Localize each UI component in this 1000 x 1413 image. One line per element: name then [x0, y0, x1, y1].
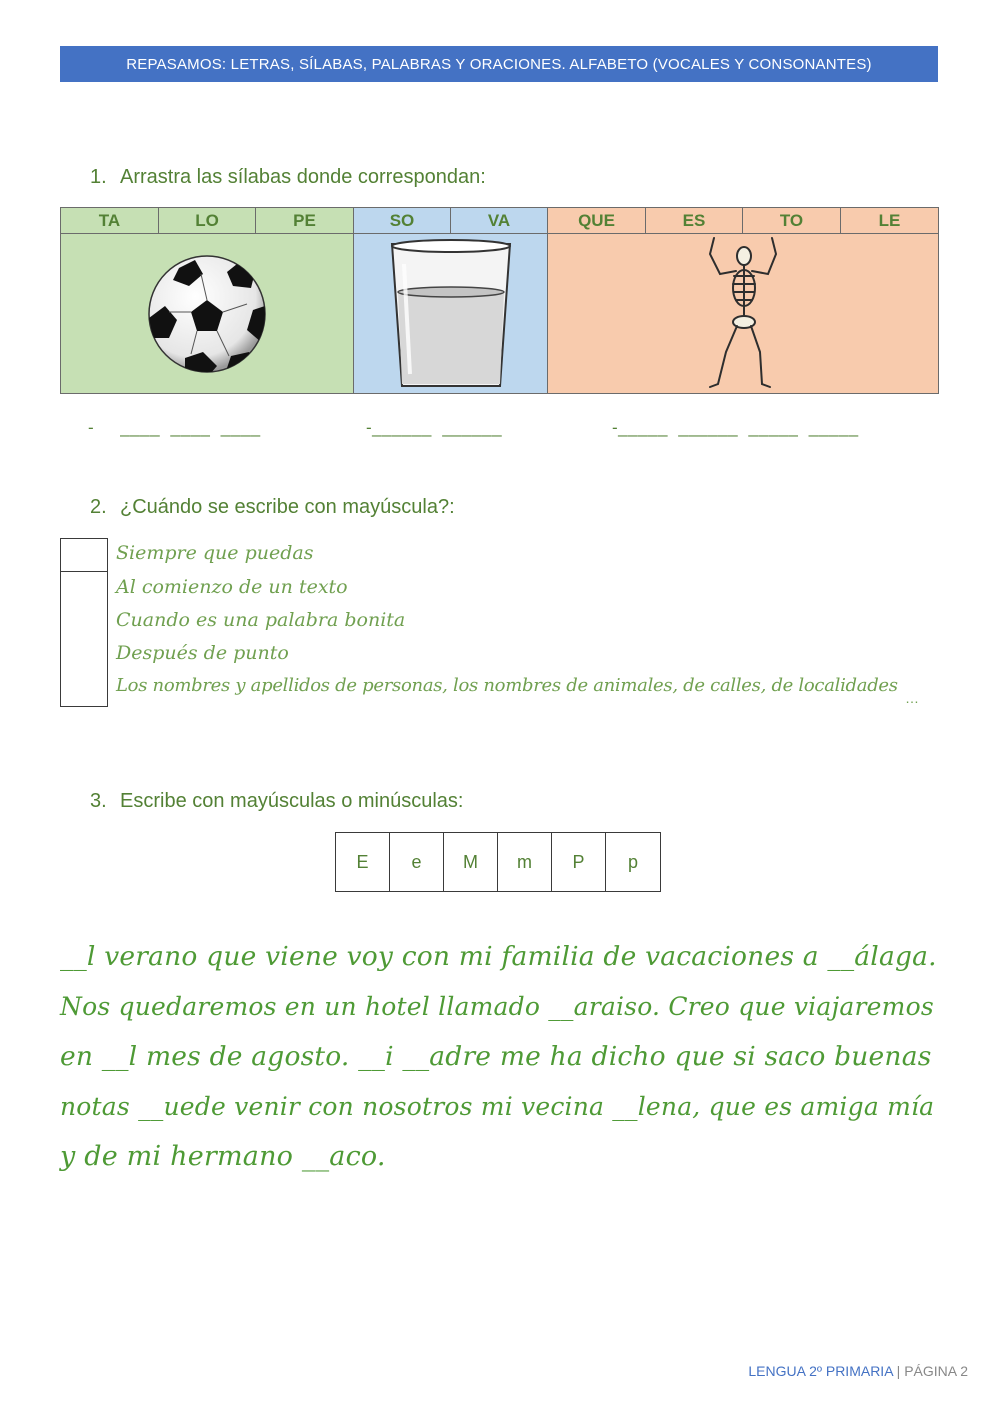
- option-label: Siempre que puedas: [116, 542, 314, 564]
- question-2-number: 2.: [90, 496, 107, 518]
- question-1-heading: [90, 166, 486, 189]
- story-line: notas __uede venir con nosotros mi vecina __lena, que es amiga mía: [60, 1092, 935, 1121]
- option-row: [60, 671, 940, 705]
- option-checkbox[interactable]: [60, 671, 108, 707]
- page-header-banner: [60, 46, 938, 82]
- letter-option[interactable]: M: [444, 833, 498, 891]
- soccer-ball-icon: [61, 234, 354, 393]
- question-3-title: Escribe con mayúsculas o minúsculas:: [120, 790, 464, 812]
- syllable-so[interactable]: SO: [354, 208, 451, 234]
- ball-panel: [61, 234, 354, 393]
- syllable-que[interactable]: QUE: [548, 208, 646, 234]
- option-ellipsis: …: [905, 690, 919, 706]
- option-label: Cuando es una palabra bonita: [116, 609, 406, 631]
- option-row: [60, 638, 940, 672]
- option-label: Al comienzo de un texto: [116, 576, 348, 598]
- page-header-title: REPASAMOS: LETRAS, SÍLABAS, PALABRAS Y ORACIONES. ALFABETO (VOCALES Y CONSONANTES): [126, 55, 872, 73]
- letter-option[interactable]: E: [336, 833, 390, 891]
- option-checkbox[interactable]: [60, 538, 108, 572]
- answer-ball[interactable]: - ____ ____ ____: [88, 418, 261, 437]
- skeleton-icon: [548, 234, 938, 393]
- footer-page: PÁGINA 2: [904, 1363, 968, 1379]
- question-2-title: ¿Cuándo se escribe con mayúscula?:: [120, 496, 455, 518]
- question-2-heading: [90, 496, 455, 519]
- glass-panel: [354, 234, 548, 393]
- syllable-va[interactable]: VA: [451, 208, 548, 234]
- question-3-heading: [90, 790, 463, 813]
- answer-glass[interactable]: -______ ______: [366, 418, 503, 437]
- syllable-lo[interactable]: LO: [159, 208, 256, 234]
- question-1-number: 1.: [90, 166, 107, 188]
- syllable-to[interactable]: TO: [743, 208, 841, 234]
- syllable-table: [60, 207, 939, 394]
- letter-option[interactable]: m: [498, 833, 552, 891]
- answer-skeleton[interactable]: -_____ ______ _____ _____: [612, 418, 859, 437]
- option-row: [60, 605, 940, 639]
- option-label: Después de punto: [116, 642, 289, 664]
- story-line: y de mi hermano __aco.: [60, 1141, 386, 1172]
- question-1-title: Arrastra las sílabas donde correspondan:: [120, 166, 486, 188]
- story-line: __l verano que viene voy con mi familia de vacaciones a __álaga.: [60, 941, 937, 972]
- syllable-ta[interactable]: TA: [61, 208, 159, 234]
- story-line: Nos quedaremos en un hotel llamado __araiso. Creo que viajaremos: [60, 992, 934, 1021]
- syllable-row: [61, 208, 938, 234]
- story-line: en __l mes de agosto. __i __adre me ha dicho que si saco buenas: [60, 1041, 932, 1072]
- water-glass-icon: [354, 234, 548, 393]
- option-checkbox[interactable]: [60, 638, 108, 672]
- letter-option[interactable]: P: [552, 833, 606, 891]
- footer-course: LENGUA 2º PRIMARIA: [748, 1363, 893, 1379]
- option-row: [60, 572, 940, 606]
- option-checkbox[interactable]: [60, 605, 108, 639]
- story-paragraph: [60, 932, 940, 1182]
- option-row: [60, 538, 940, 572]
- option-checkbox[interactable]: [60, 572, 108, 606]
- syllable-es[interactable]: ES: [646, 208, 743, 234]
- footer-separator: |: [892, 1363, 905, 1379]
- letter-options-table: [335, 832, 661, 892]
- page-footer: [748, 1363, 968, 1379]
- syllable-pe[interactable]: PE: [256, 208, 354, 234]
- option-label: Los nombres y apellidos de personas, los nombres de animales, de calles, de localidades: [116, 675, 898, 696]
- letter-option[interactable]: p: [627, 851, 638, 872]
- syllable-le[interactable]: LE: [841, 208, 938, 234]
- question-3-number: 3.: [90, 790, 107, 812]
- skeleton-panel: [548, 234, 938, 393]
- letter-option[interactable]: e: [390, 833, 444, 891]
